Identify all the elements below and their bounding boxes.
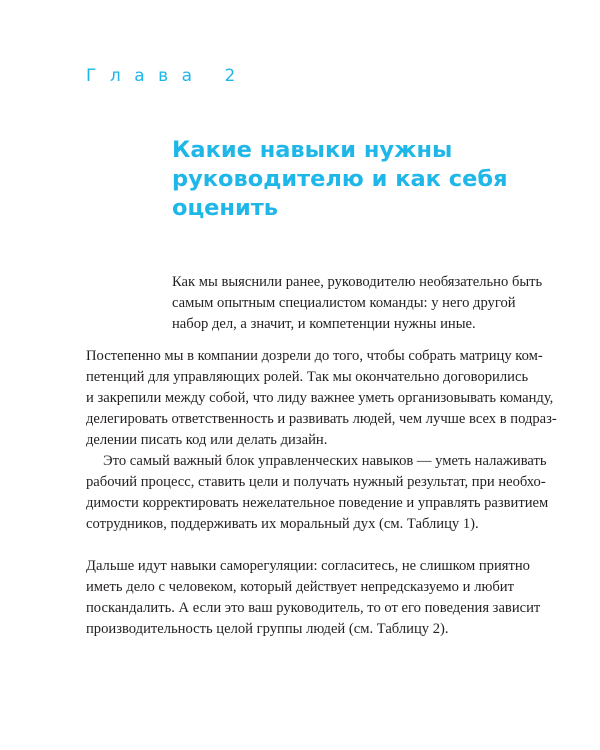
- text-line: поскандалить. А если это ваш руководитель, то от его поведения зависит: [86, 600, 541, 616]
- text-line: Постепенно мы в компании дозрели до того, чтобы собрать матрицу ком-: [86, 348, 543, 364]
- main-text: [86, 346, 557, 640]
- body-paragraph: [86, 556, 541, 640]
- text-line: и закрепили между собой, что лиду важнее уметь организовывать команду,: [86, 390, 554, 406]
- text-line: самым опытным специалистом команды: у него другой: [172, 295, 516, 311]
- text-line: Дальше идут навыки саморегуляции: согласитесь, не слишком приятно: [86, 558, 530, 574]
- chapter-title-line: оценить: [172, 195, 278, 221]
- text-line: сотрудников, поддерживать их моральный дух (см. Таблицу 1).: [86, 516, 479, 532]
- body-paragraph: [86, 451, 549, 535]
- body-paragraph: [86, 346, 557, 451]
- text-line: делении писать код или делать дизайн.: [86, 432, 328, 448]
- text-line: набор дел, а значит, и компетенции нужны иные.: [172, 316, 476, 332]
- chapter-title-line: руководителю и как себя: [172, 166, 508, 192]
- text-line: Как мы выяснили ранее, руководителю необязательно быть: [172, 274, 543, 290]
- chapter-title: [172, 136, 508, 223]
- text-line: димости корректировать нежелательное поведение и управлять развитием: [86, 495, 549, 511]
- text-line: делегировать ответственность и развивать людей, чем лучше всех в подраз-: [86, 411, 557, 427]
- chapter-title-line: Какие навыки нужны: [172, 137, 453, 163]
- text-line: производительность целой группы людей (см. Таблицу 2).: [86, 621, 449, 637]
- text-line: петенций для управляющих ролей. Так мы окончательно договорились: [86, 369, 529, 385]
- chapter-label: Глава 2: [86, 66, 249, 86]
- text-line: Это самый важный блок управленческих навыков — уметь налаживать: [103, 453, 547, 469]
- text-line: рабочий процесс, ставить цели и получать нужный результат, при необхо-: [86, 474, 546, 490]
- text-line: иметь дело с человеком, который действует непредсказуемо и любит: [86, 579, 514, 595]
- intro-paragraph: [172, 272, 543, 335]
